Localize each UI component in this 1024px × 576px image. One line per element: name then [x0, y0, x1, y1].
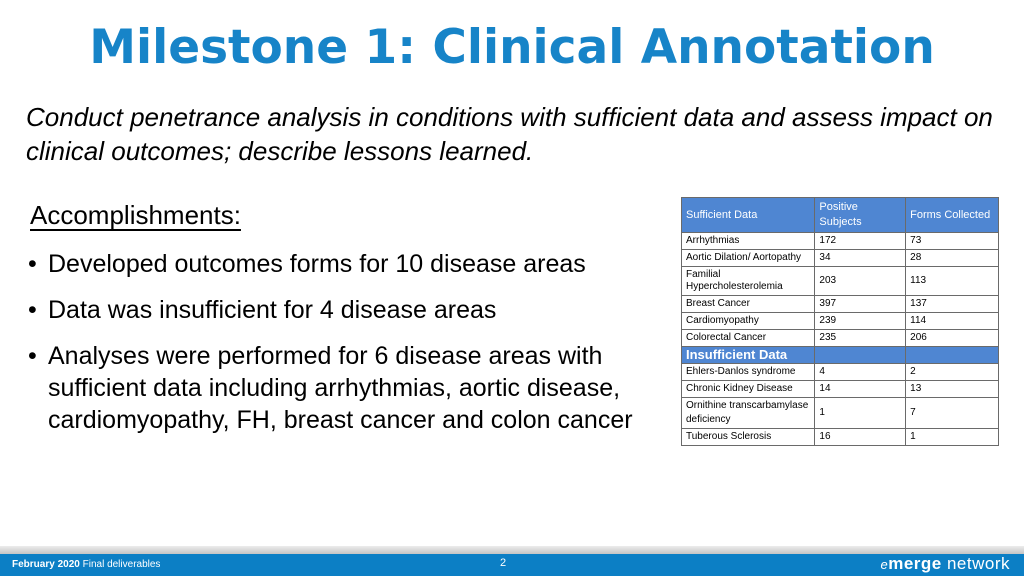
logo-e: e — [880, 557, 889, 572]
footer-bar — [0, 554, 1024, 576]
condition-cell: Aortic Dilation/ Aortopathy — [682, 250, 815, 267]
positive-cell: 172 — [815, 233, 906, 250]
footer-date — [12, 559, 160, 570]
header-positive-subjects: Positive Subjects — [815, 198, 906, 233]
positive-cell: 239 — [815, 313, 906, 330]
condition-cell: Chronic Kidney Disease — [682, 381, 815, 398]
condition-cell: Arrhythmias — [682, 233, 815, 250]
forms-cell: 206 — [906, 330, 999, 347]
footer-date-bold: February 2020 — [12, 559, 80, 570]
footer-date-rest: Final deliverables — [82, 559, 161, 570]
forms-cell: 113 — [906, 267, 999, 296]
table-row — [682, 296, 999, 313]
insufficient-section-row — [682, 347, 999, 364]
forms-cell: 114 — [906, 313, 999, 330]
header-forms-collected: Forms Collected — [906, 198, 999, 233]
insufficient-data-label: Insufficient Data — [682, 347, 815, 364]
positive-cell: 4 — [815, 364, 906, 381]
positive-cell: 16 — [815, 429, 906, 446]
forms-cell: 137 — [906, 296, 999, 313]
condition-cell: Ehlers-Danlos syndrome — [682, 364, 815, 381]
bullet-icon: • — [28, 342, 37, 370]
disease-data-table — [681, 197, 999, 446]
table-row — [682, 398, 999, 429]
table-header-row — [682, 198, 999, 233]
forms-cell: 1 — [906, 429, 999, 446]
slide-subtitle: Conduct penetrance analysis in conditions with sufficient data and assess impact on clinical outcomes; describe lessons learned. — [26, 102, 993, 166]
footer-divider — [0, 546, 1024, 554]
positive-cell: 203 — [815, 267, 906, 296]
table-row — [682, 330, 999, 347]
positive-cell: 397 — [815, 296, 906, 313]
condition-cell: Familial Hypercholesterolemia — [682, 267, 815, 296]
logo-merge: merge — [888, 554, 942, 573]
condition-cell: Tuberous Sclerosis — [682, 429, 815, 446]
table-row — [682, 313, 999, 330]
forms-cell: 28 — [906, 250, 999, 267]
table-row — [682, 429, 999, 446]
positive-cell: 1 — [815, 398, 906, 429]
page-number: 2 — [500, 557, 507, 569]
positive-cell: 14 — [815, 381, 906, 398]
bullet-icon: • — [28, 250, 37, 278]
table-row — [682, 250, 999, 267]
condition-cell: Colorectal Cancer — [682, 330, 815, 347]
emerge-network-logo — [880, 554, 1010, 574]
table-row — [682, 364, 999, 381]
table-row — [682, 381, 999, 398]
forms-cell: 2 — [906, 364, 999, 381]
empty-cell — [815, 347, 906, 364]
table-row — [682, 233, 999, 250]
forms-cell: 7 — [906, 398, 999, 429]
positive-cell: 235 — [815, 330, 906, 347]
bullet-text: Developed outcomes forms for 10 disease areas — [48, 250, 586, 278]
positive-cell: 34 — [815, 250, 906, 267]
table-row — [682, 267, 999, 296]
condition-cell: Ornithine transcarbamylase deficiency — [682, 398, 815, 429]
bullet-text: Data was insufficient for 4 disease areas — [48, 296, 497, 324]
logo-network: network — [946, 554, 1010, 573]
bullet-item — [28, 340, 688, 436]
empty-cell — [906, 347, 999, 364]
forms-cell: 13 — [906, 381, 999, 398]
slide-title: Milestone 1: Clinical Annotation — [89, 20, 935, 75]
bullet-item — [28, 294, 688, 326]
condition-cell: Cardiomyopathy — [682, 313, 815, 330]
forms-cell: 73 — [906, 233, 999, 250]
accomplishments-heading: Accomplishments: — [30, 200, 241, 230]
header-sufficient-data: Sufficient Data — [682, 198, 815, 233]
bullet-text: Analyses were performed for 6 disease areas with sufficient data including arrhythmias, aortic disease, cardiomyopathy, FH, breast cancer and colon cancer — [48, 342, 633, 434]
accomplishments-list — [28, 248, 688, 450]
bullet-icon: • — [28, 296, 37, 324]
condition-cell: Breast Cancer — [682, 296, 815, 313]
bullet-item — [28, 248, 688, 280]
